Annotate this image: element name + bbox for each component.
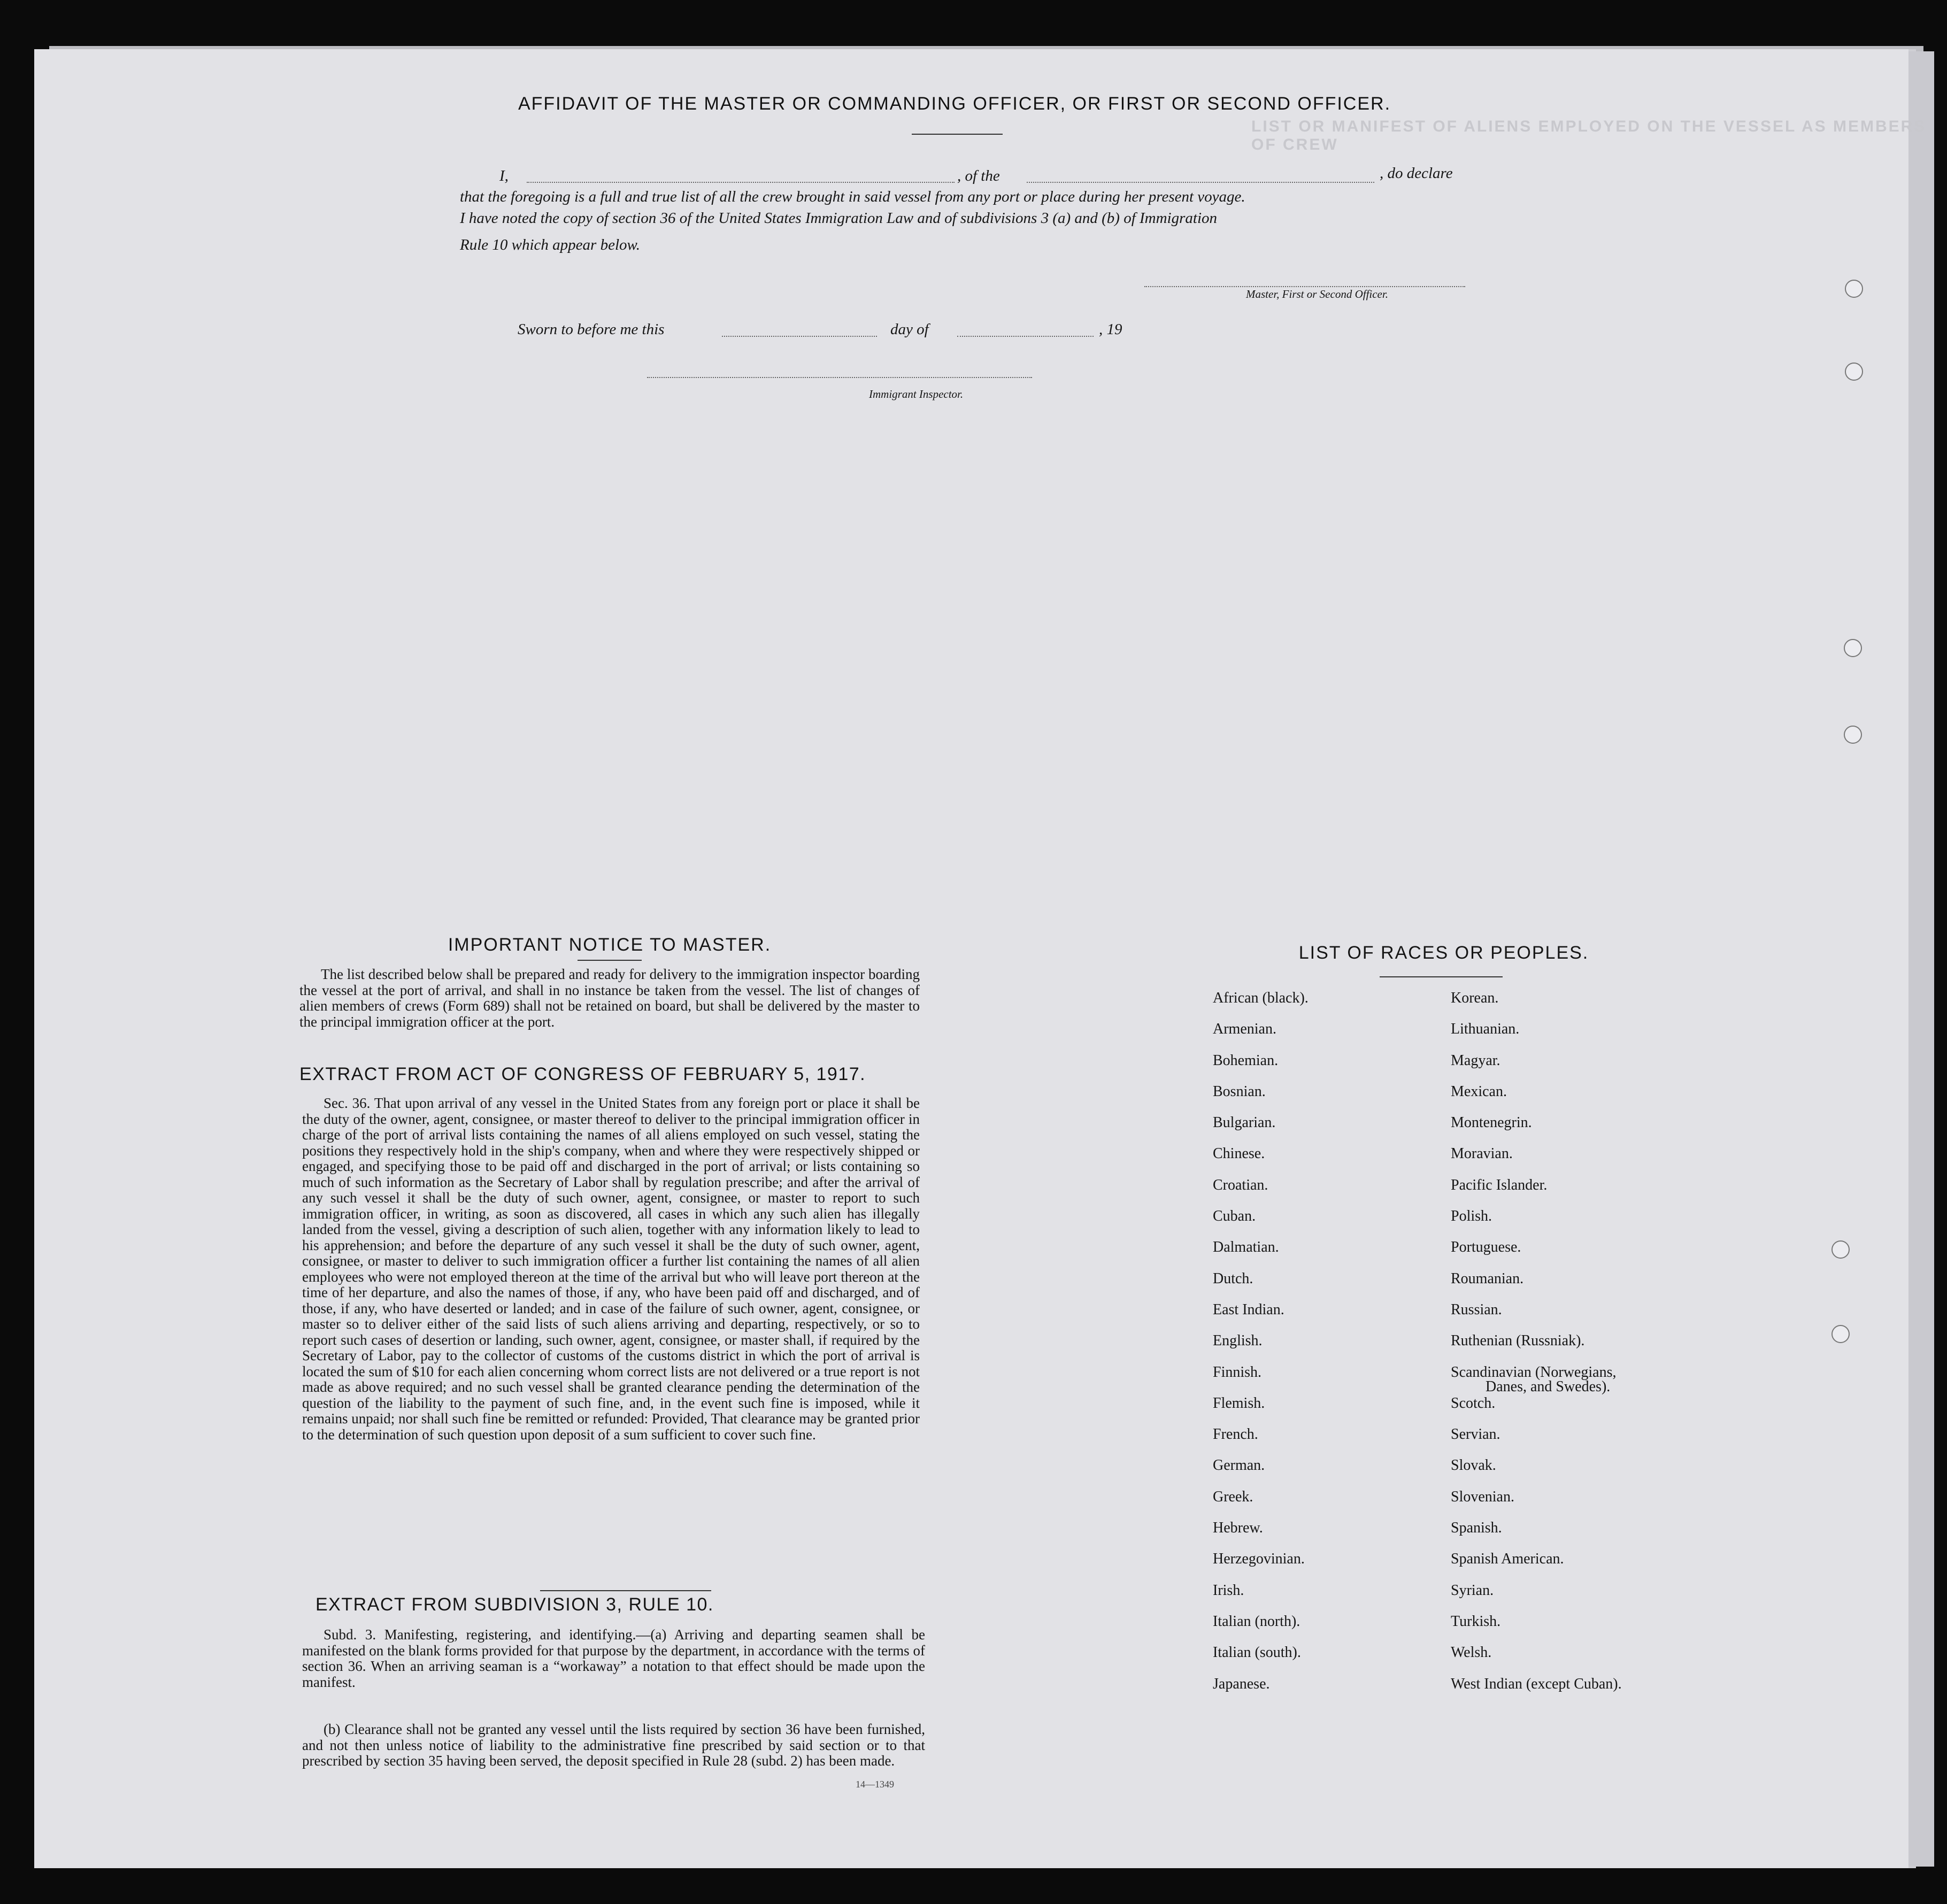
race-right-item: Mexican. xyxy=(1451,1083,1507,1100)
race-row xyxy=(1213,1365,1705,1396)
race-right-item: Spanish American. xyxy=(1451,1551,1564,1568)
race-right-item: Welsh. xyxy=(1451,1644,1492,1661)
punch-hole xyxy=(1831,1240,1850,1259)
race-left-item: English. xyxy=(1213,1332,1263,1350)
race-left-item: Irish. xyxy=(1213,1582,1244,1599)
race-row xyxy=(1213,990,1705,1021)
race-left-item: Flemish. xyxy=(1213,1394,1265,1412)
bleed-through-text: LIST OR MANIFEST OF ALIENS EMPLOYED ON THE VESSEL AS MEMBERS OF CREW xyxy=(1251,118,1927,153)
race-right-item: Magyar. xyxy=(1451,1052,1500,1069)
race-left-item: African (black). xyxy=(1213,990,1309,1006)
race-left-item: Dutch. xyxy=(1213,1270,1253,1287)
master-signature-label: Master, First or Second Officer. xyxy=(1246,288,1388,300)
race-left-item: Chinese. xyxy=(1213,1145,1265,1162)
race-row xyxy=(1213,1146,1705,1177)
race-right-item: Russian. xyxy=(1451,1301,1502,1318)
race-row xyxy=(1213,1427,1705,1458)
race-right-item: Scandinavian (Norwegians, xyxy=(1451,1363,1617,1381)
extract-rule-text-a: Subd. 3. Manifesting, registering, and identifying.—(a) Arriving and departing seamen shall be manifested on the blank forms provided for that purpose by the department, in accordance with the terms of section 36. When an arriving seaman is a “workaway” a notation to that effect should be made upon the manifest. xyxy=(302,1627,925,1690)
master-signature-field[interactable] xyxy=(1144,286,1465,287)
race-row xyxy=(1213,1084,1705,1115)
race-right-item: Montenegrin. xyxy=(1451,1114,1532,1131)
form-number: 14—1349 xyxy=(856,1779,894,1790)
race-row xyxy=(1213,1333,1705,1364)
affidavit-title: AFFIDAVIT OF THE MASTER OR COMMANDING OFFICER, OR FIRST OR SECOND OFFICER. xyxy=(518,94,1391,114)
race-left-item: East Indian. xyxy=(1213,1301,1284,1318)
race-row xyxy=(1213,1177,1705,1208)
divider xyxy=(1380,976,1503,977)
race-right-item: Turkish. xyxy=(1451,1613,1501,1630)
inspector-signature-label: Immigrant Inspector. xyxy=(869,388,964,400)
affidavit-line-4: Rule 10 which appear below. xyxy=(460,236,640,253)
race-right-item: Slovak. xyxy=(1451,1457,1496,1474)
page-edge xyxy=(1908,51,1934,1867)
vessel-name-field[interactable] xyxy=(1027,182,1374,183)
race-right-item: Ruthenian (Russniak). xyxy=(1451,1332,1585,1350)
race-row xyxy=(1213,1053,1705,1084)
affidavit-of-the-label: , of the xyxy=(957,167,1000,184)
affidavit-line-3: I have noted the copy of section 36 of the United States Immigration Law and of subdivisions 3 (a) and (b) of Immigration xyxy=(460,210,1218,227)
race-left-item: Italian (south). xyxy=(1213,1644,1301,1661)
race-right-item: Moravian. xyxy=(1451,1145,1513,1162)
punch-hole xyxy=(1844,639,1862,657)
divider xyxy=(578,960,642,961)
extract-congress-text: Sec. 36. That upon arrival of any vessel in the United States from any foreign port or place it shall be the duty of the owner, agent, consignee, or master thereof to deliver to the principal immigration officer in charge of the port of arrival lists containing the names of all aliens employed on such vessel, stating the positions they respectively hold in the ship's company, when and where they were respectively shipped or engaged, and specifying those to be paid off and discharged in the port of arrival; or lists containing so much of such information as the Secretary of Labor shall by regulation prescribe; and after the arrival of any such vessel it shall be the duty of such owner, agent, consignee, or master to report to such immigration officer, in writing, as soon as discovered, all cases in which any such alien has illegally landed from the vessel, giving a description of such alien, together with any information likely to lead to his apprehension; and before the departure of any such vessel it shall be the duty of such owner, agent, consignee, or master to deliver to such immigration officer a further list containing the names of all alien employees who were not employed thereon at the time of the arrival but who will leave port thereon at the time of her departure, and also the names of those, if any, who have been paid off and discharged, and of those, if any, who have deserted or landed; and in case of the failure of such owner, agent, consignee, or master so to deliver either of the said lists of such aliens arriving and departing, respectively, or so to report such cases of desertion or landing, such owner, agent, consignee, or master shall, if required by the Secretary of Labor, pay to the collector of customs of the customs district in which the port of arrival is located the sum of $10 for each alien concerning whom correct lists are not delivered or a true report is not made as above required; and no such vessel shall be granted clearance pending the determination of the question of the liability to the payment of such fine, and, in the event such fine is imposed, while it remains unpaid; nor shall such fine be remitted or refunded: Provided, That clearance may be granted prior to the determination of such question upon deposit of a sum sufficient to cover such fine. xyxy=(302,1095,920,1443)
race-left-item: Bohemian. xyxy=(1213,1052,1279,1069)
race-left-item: Herzegovinian. xyxy=(1213,1551,1305,1568)
divider xyxy=(540,1590,711,1591)
extract-rule-text-b: (b) Clearance shall not be granted any vessel until the lists required by section 36 have been furnished, and not then unless notice of liability to the administrative fine prescribed by said section or to that prescribed by section 35 having been served, the deposit specified in Rule 28 (subd. 2) has been made. xyxy=(302,1721,925,1769)
race-right-item: Spanish. xyxy=(1451,1520,1502,1537)
affidavit-i-label: I, xyxy=(499,167,509,184)
race-row xyxy=(1213,1551,1705,1582)
day-of-label: day of xyxy=(890,321,929,338)
sworn-month-field[interactable] xyxy=(957,336,1094,337)
race-row xyxy=(1213,1208,1705,1239)
race-left-item: Bosnian. xyxy=(1213,1083,1266,1100)
race-right-item: Scotch. xyxy=(1451,1394,1496,1412)
punch-hole xyxy=(1831,1325,1850,1343)
race-row xyxy=(1213,1583,1705,1614)
officer-name-field[interactable] xyxy=(527,182,955,183)
race-left-item: Japanese. xyxy=(1213,1675,1270,1692)
race-left-item: French. xyxy=(1213,1426,1258,1443)
race-right-item: Portuguese. xyxy=(1451,1239,1521,1256)
race-left-item: Greek. xyxy=(1213,1488,1253,1505)
race-left-item: Italian (north). xyxy=(1213,1613,1300,1630)
punch-hole xyxy=(1844,726,1862,744)
race-row xyxy=(1213,1645,1705,1676)
races-title: LIST OF RACES OR PEOPLES. xyxy=(1298,943,1589,963)
sworn-day-field[interactable] xyxy=(722,336,877,337)
race-right-item: Lithuanian. xyxy=(1451,1021,1520,1038)
race-row xyxy=(1213,1271,1705,1302)
race-row xyxy=(1213,1239,1705,1270)
sworn-year-label: , 19 xyxy=(1099,321,1122,338)
race-left-item: Croatian. xyxy=(1213,1176,1268,1193)
race-row xyxy=(1213,1458,1705,1489)
race-row xyxy=(1213,1021,1705,1052)
punch-hole xyxy=(1845,280,1863,298)
race-row xyxy=(1213,1676,1705,1707)
race-right-item: Polish. xyxy=(1451,1208,1492,1225)
race-left-item: Dalmatian. xyxy=(1213,1239,1279,1256)
extract-congress-title: EXTRACT FROM ACT OF CONGRESS OF FEBRUARY 5, 1917. xyxy=(299,1064,866,1084)
race-left-item: Hebrew. xyxy=(1213,1520,1263,1537)
punch-hole xyxy=(1845,363,1863,381)
race-left-item: Armenian. xyxy=(1213,1021,1276,1038)
races-list xyxy=(1213,990,1705,1707)
race-left-item: Bulgarian. xyxy=(1213,1114,1276,1131)
race-row xyxy=(1213,1115,1705,1146)
divider xyxy=(912,134,1003,135)
race-row xyxy=(1213,1396,1705,1427)
race-left-item: Cuban. xyxy=(1213,1208,1256,1225)
race-right-item: Korean. xyxy=(1451,990,1499,1006)
race-left-item: German. xyxy=(1213,1457,1265,1474)
sworn-label: Sworn to before me this xyxy=(518,321,665,338)
race-right-item: West Indian (except Cuban). xyxy=(1451,1675,1622,1692)
inspector-signature-field[interactable] xyxy=(647,377,1032,378)
race-right-item: Pacific Islander. xyxy=(1451,1176,1548,1193)
race-right-item: Servian. xyxy=(1451,1426,1500,1443)
race-row xyxy=(1213,1302,1705,1333)
race-left-item: Finnish. xyxy=(1213,1363,1262,1381)
race-row xyxy=(1213,1614,1705,1645)
race-right-continuation: Danes, and Swedes). xyxy=(1486,1378,1611,1395)
race-right-item: Slovenian. xyxy=(1451,1488,1514,1505)
notice-title: IMPORTANT NOTICE TO MASTER. xyxy=(448,935,772,955)
affidavit-declare-label: , do declare xyxy=(1380,165,1453,182)
extract-rule-title: EXTRACT FROM SUBDIVISION 3, RULE 10. xyxy=(315,1594,714,1615)
race-row xyxy=(1213,1489,1705,1520)
affidavit-line-2: that the foregoing is a full and true list of all the crew brought in said vessel from any port or place during her present voyage. xyxy=(460,188,1245,205)
race-right-item: Syrian. xyxy=(1451,1582,1494,1599)
race-row xyxy=(1213,1520,1705,1551)
race-right-item: Roumanian. xyxy=(1451,1270,1524,1287)
notice-text: The list described below shall be prepared and ready for delivery to the immigration inspector boarding the vessel at the port of arrival, and shall in no instance be taken from the vessel. The list of changes of alien members of crews (Form 689) shall not be retained on board, but shall be delivered by the master to the principal immigration officer at the port. xyxy=(299,966,920,1030)
